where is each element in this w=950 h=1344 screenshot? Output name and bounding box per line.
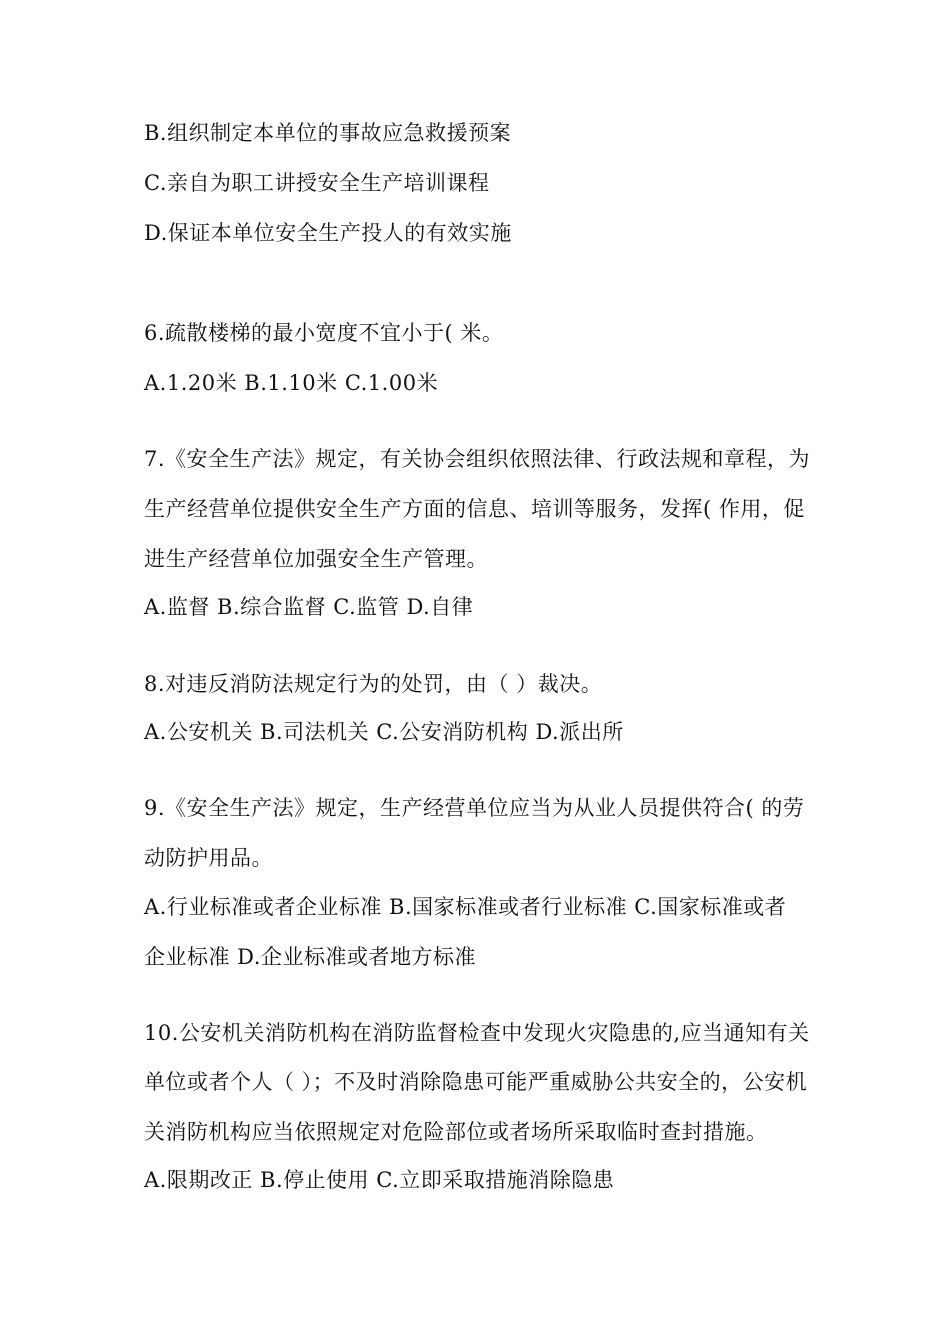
q9-options-line2: 企业标准 D.企业标准或者地方标准: [144, 945, 476, 969]
q10-question-line2: 单位或者个人（ ）；不及时消除隐患可能严重威胁公共安全的，公安机: [144, 1070, 808, 1094]
q10-question-line1: 10.公安机关消防机构在消防监督检查中发现火灾隐患的,应当通知有关: [144, 1021, 810, 1045]
q6-question: 6.疏散楼梯的最小宽度不宜小于( 米。: [144, 321, 504, 345]
q6-options: A.1.20米 B.1.10米 C.1.00米: [144, 371, 439, 395]
q7-question-line2: 生产经营单位提供安全生产方面的信息、培训等服务，发挥( 作用，促: [144, 497, 805, 521]
q7-options: A.监督 B.综合监督 C.监管 D.自律: [144, 595, 474, 619]
q5-option-d: D.保证本单位安全生产投人的有效实施: [144, 221, 512, 245]
q5-option-c: C.亲自为职工讲授安全生产培训课程: [144, 171, 490, 195]
q10-options: A.限期改正 B.停止使用 C.立即采取措施消除隐患: [144, 1168, 615, 1192]
q5-option-b: B.组织制定本单位的事故应急救援预案: [144, 121, 512, 145]
q9-options-line1: A.行业标准或者企业标准 B.国家标准或者行业标准 C.国家标准或者: [144, 895, 787, 919]
q10-question-line3: 关消防机构应当依照规定对危险部位或者场所采取临时查封措施。: [144, 1120, 768, 1144]
q7-question-line3: 进生产经营单位加强安全生产管理。: [144, 547, 488, 571]
q7-question-line1: 7.《安全生产法》规定，有关协会组织依照法律、行政法规和章程，为: [144, 447, 811, 471]
q8-question: 8.对违反消防法规定行为的处罚，由（ ）裁决。: [144, 672, 603, 696]
q8-options: A.公安机关 B.司法机关 C.公安消防机构 D.派出所: [144, 720, 624, 744]
q9-question-line1: 9.《安全生产法》规定，生产经营单位应当为从业人员提供符合( 的劳: [144, 796, 805, 820]
q9-question-line2: 动防护用品。: [144, 846, 273, 870]
